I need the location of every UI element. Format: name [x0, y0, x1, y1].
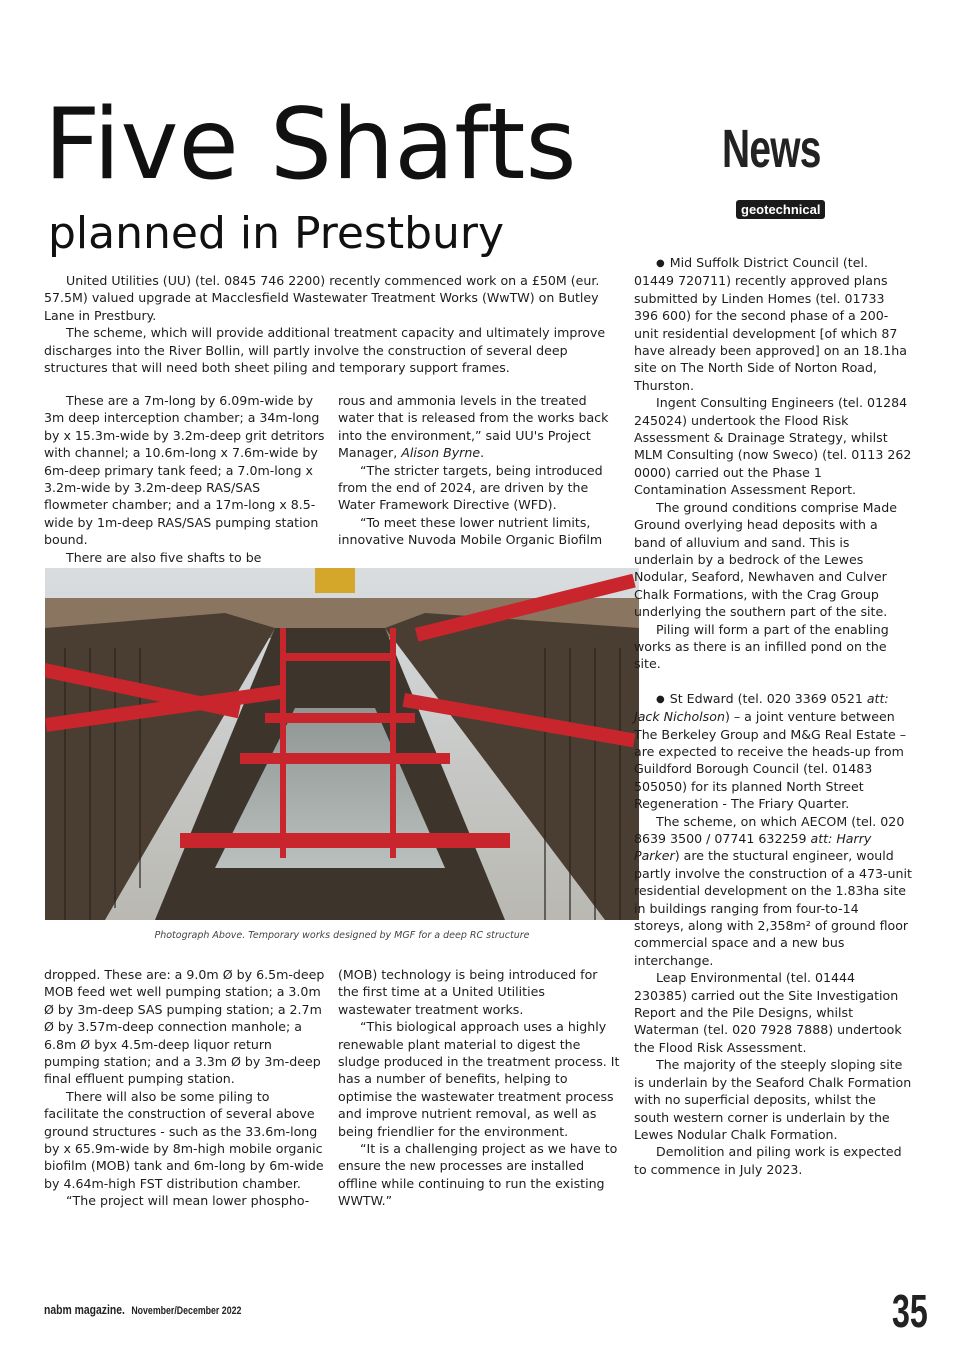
- magazine-name: nabm magazine.: [44, 1302, 125, 1317]
- paragraph: There will also be some piling to facilitate the construction of several above ground structures - such as the 33.6m-long by x 65.9m-wide by 8m-high mobile organic biofilm (MOB) tank and 6m-long by 6m-wide by 4.64m-high FST distribution chamber.: [44, 1088, 324, 1191]
- column-2-top: [338, 392, 620, 549]
- column-1-top: [44, 392, 326, 566]
- paragraph: The majority of the steeply sloping site is underlain by the Seaford Chalk Formation with no superficial deposits, whilst the south western corner is underlain by the Lewes Nodular Chalk Formation.: [634, 1057, 912, 1142]
- paragraph: dropped. These are: a 9.0m Ø by 6.5m-deep MOB feed wet well pumping station; a 3.0m Ø by 3m-deep SAS pumping station; a 2.7m Ø by 3.57m-deep connection manhole; a 6.8m Ø byx 4.5m-deep liquor return pumping station; and a 3.3m Ø by 3m-deep final effluent pumping station.: [44, 967, 325, 1087]
- paragraph: The ground conditions comprise Made Ground overlying head deposits with a band of alluvium and sand. This is underlain by a bedrock of the Lewes Nodular, Seaford, Newhaven and Culver Chalk Formations, with the Crag Group underlying the southern part of the site.: [634, 499, 897, 620]
- paragraph: “The stricter targets, being introduced from the end of 2024, are driven by the Water Framework Directive (WFD).: [338, 462, 603, 513]
- paragraph: “The project will mean lower phospho-: [66, 1193, 310, 1209]
- intro-text: [44, 272, 619, 376]
- excavation-photo: [45, 568, 639, 920]
- paragraph: United Utilities (UU) (tel. 0845 746 2200) recently commenced work on a £50M (eur. 57.5M) valued upgrade at Macclesfield Wastewater Treatment Works (WwTW) on Butley Lane in Prestbury.: [44, 273, 600, 323]
- photo-caption: Photograph Above. Temporary works designed by MGF for a deep RC structure: [154, 930, 530, 941]
- paragraph: “To meet these lower nutrient limits, innovative Nuvoda Mobile Organic Biofilm: [338, 514, 603, 548]
- column-3: [634, 254, 912, 1178]
- paragraph: “It is a challenging project as we have to ensure the new processes are installed offline while continuing to run the existing WWTW.”: [338, 1141, 618, 1209]
- section-label: News: [722, 119, 821, 179]
- page-title: Five Shafts: [44, 88, 577, 202]
- paragraph: [338, 392, 620, 462]
- paragraph: “This biological approach uses a highly renewable plant material to digest the sludge produced in the treatment process. It has a number of benefits, helping to optimise the wastewater treatment process and improve nutrient removal, as well as being friendlier for the environment.: [338, 1019, 620, 1139]
- paragraph: (MOB) technology is being introduced for the first time at a United Utilities wastewater treatment works.: [338, 967, 598, 1017]
- footer-magazine: [44, 1302, 241, 1317]
- text-span: St Edward (tel. 020 3369 0521: [669, 690, 867, 706]
- news-item: [634, 690, 912, 813]
- person-name: Alison Byrne: [401, 445, 481, 461]
- text-span: .: [480, 445, 485, 461]
- text-span: ) are the stuctural engineer, would partly involve the construction of a 473-unit residential development on the 1.83ha site in buildings ranging from four-to-14 storeys, along with 2,358m² of ground floor commercial space and a new bus interchange.: [634, 848, 912, 968]
- contact-name: att: Harry Parker: [634, 831, 872, 864]
- page-number: 35: [892, 1285, 928, 1337]
- paragraph: Leap Environmental (tel. 01444 230385) carried out the Site Investigation Report and the Pile Designs, whilst Waterman (tel. 020 7928 7888) undertook the Flood Risk Assessment.: [634, 970, 902, 1055]
- paragraph: Piling will form a part of the enabling works as there is an infilled pond on the site.: [634, 621, 889, 672]
- news-item: ● Mid Suffolk District Council (tel. 01449 720711) recently approved plans submitted by Linden Homes (tel. 01733 396 600) for the second phase of a 200-unit residential development [of which 87 have already been approved] on an 18.1ha site on The North Side of Norton Road, Thurston.: [634, 254, 912, 394]
- text-span: rous and ammonia levels in the treated water that is released from the works back into the environment,” said UU's Project Manager,: [338, 393, 609, 461]
- column-1-bottom: [44, 966, 326, 1210]
- paragraph: [634, 813, 912, 970]
- page-subtitle: planned in Prestbury: [48, 208, 505, 259]
- column-2-bottom: [338, 966, 620, 1210]
- paragraph: There are also five shafts to be: [66, 549, 262, 565]
- contact-name: att: Jack Nicholson: [634, 690, 889, 725]
- photo-illustration: [45, 568, 639, 920]
- text-span: The scheme, on which AECOM (tel. 020 8639 3500 / 07741 632259: [634, 813, 905, 846]
- paragraph: Ingent Consulting Engineers (tel. 01284 245024) undertook the Flood Risk Assessment & Drainage Strategy, whilst MLM Consulting (now Sweco) (tel. 0113 262 0000) carried out the Phase 1 Contamination Assessment Report.: [634, 395, 912, 498]
- paragraph: Demolition and piling work is expected to commence in July 2023.: [634, 1144, 902, 1177]
- issue-date: November/December 2022: [131, 1305, 242, 1317]
- text-span: ) – a joint venture between The Berkeley Group and M&G Real Estate – are expected to receive the heads-up from Guildford Borough Council (tel. 01483 505050) for its planned North Street Regeneration - The Friary Quarter.: [634, 709, 907, 812]
- category-tag: geotechnical: [736, 200, 825, 219]
- spacer: [634, 673, 912, 690]
- paragraph: The scheme, which will provide additional treatment capacity and ultimately improve discharges into the River Bollin, will partly involve the construction of several deep structures that will need both sheet piling and temporary support frames.: [44, 325, 606, 376]
- paragraph: These are a 7m-long by 6.09m-wide by 3m deep interception chamber; a 34m-long by x 15.3m-wide by 3.2m-deep grit detritors with channel; a 10.6m-long x 7.6m-wide by 6m-deep primary tank feed; a 7.0m-long x 3.2m-wide by 3.2m-deep RAS/SAS flowmeter chamber; and a 17m-long x 8.5-wide by 1m-deep RAS/SAS pumping station bound.: [44, 393, 325, 548]
